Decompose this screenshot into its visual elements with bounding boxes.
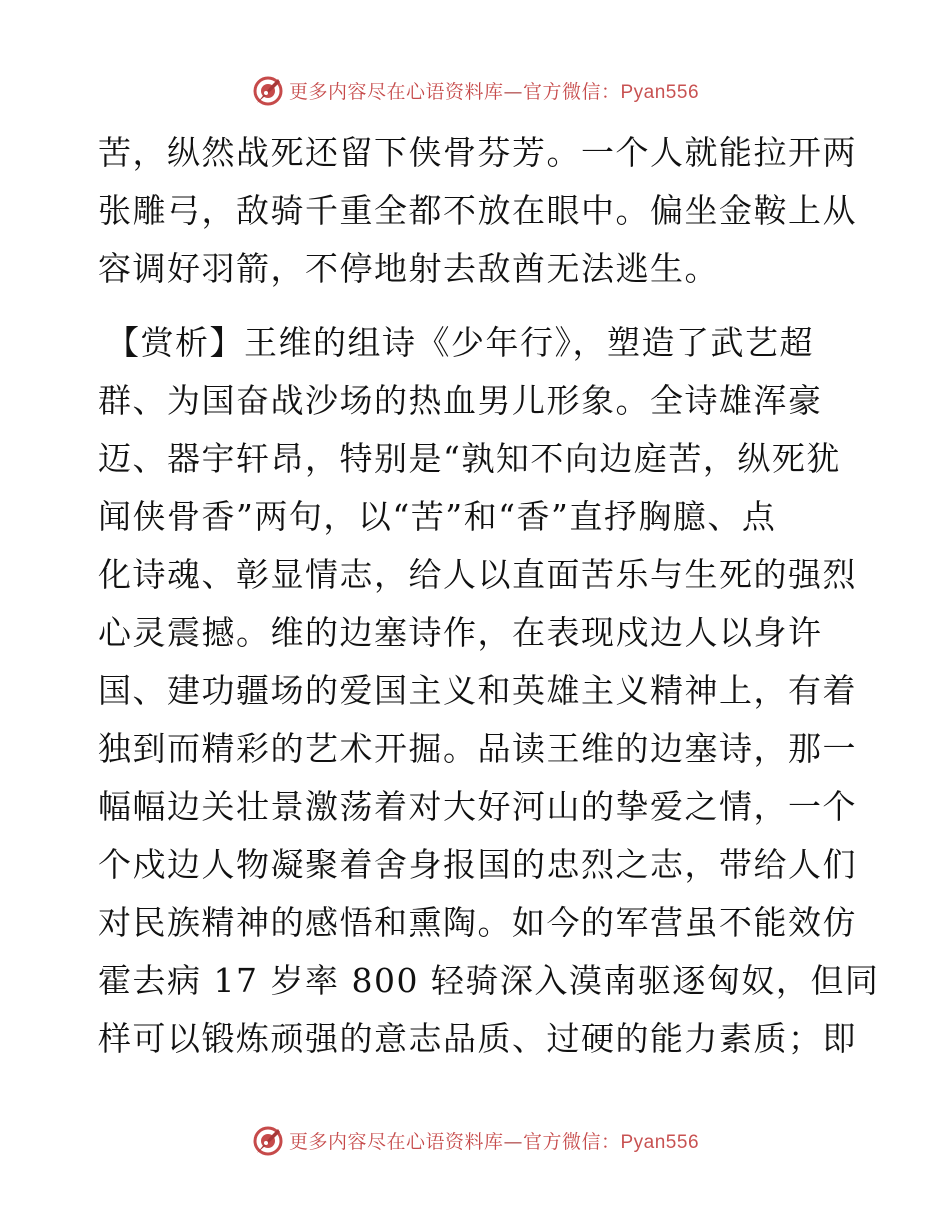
text-line: 【赏析】王维的组诗《少年行》，塑造了武艺超: [106, 323, 814, 362]
paragraph-translation: [98, 124, 858, 298]
text-line: 个戍边人物凝聚着舍身报国的忠烈之志，带给人们: [98, 845, 857, 884]
banner-dash: —: [503, 1130, 523, 1153]
text-line: 张雕弓，敌骑千重全都不放在眼中。偏坐金鞍上从: [98, 191, 857, 230]
banner-main-text: 更多内容尽在心语资料库: [288, 80, 504, 103]
banner-text: [289, 77, 699, 104]
text-line: 苦，纵然战死还留下侠骨芬芳。一个人就能拉开两: [98, 133, 857, 172]
text-line: 霍去病 17 岁率 800 轻骑深入漠南驱逐匈奴，但同: [98, 961, 880, 1000]
banner-official-label: 官方微信：: [522, 1130, 621, 1153]
pen-nib-circle-logo-icon: [251, 1123, 285, 1157]
banner-wechat-handle: Pyan556: [620, 1131, 700, 1153]
banner-official-label: 官方微信：: [522, 80, 621, 103]
header-banner: [0, 70, 950, 110]
banner-main-text: 更多内容尽在心语资料库: [288, 1130, 504, 1153]
paragraph-appreciation: [98, 314, 880, 1068]
banner-text: [289, 1127, 699, 1154]
text-line: 幅幅边关壮景激荡着对大好河山的挚爱之情，一个: [98, 787, 857, 826]
text-line: 对民族精神的感悟和熏陶。如今的军营虽不能效仿: [98, 903, 857, 942]
banner-dash: —: [503, 80, 523, 103]
text-line: 心灵震撼。维的边塞诗作，在表现戍边人以身许: [98, 613, 823, 652]
banner-wechat-handle: Pyan556: [620, 81, 700, 103]
text-line: 化诗魂、彰显情志，给人以直面苦乐与生死的强烈: [98, 555, 857, 594]
text-line: 闻侠骨香”两句，以“苦”和“香”直抒胸臆、点: [98, 497, 777, 536]
footer-banner: [0, 1120, 950, 1160]
text-line: 样可以锻炼顽强的意志品质、过硬的能力素质；即: [98, 1019, 857, 1058]
document-body: [98, 124, 880, 1068]
text-line: 迈、器宇轩昂，特别是“孰知不向边庭苦，纵死犹: [98, 439, 841, 478]
text-line: 独到而精彩的艺术开掘。品读王维的边塞诗，那一: [98, 729, 857, 768]
text-line: 国、建功疆场的爱国主义和英雄主义精神上，有着: [98, 671, 857, 710]
text-line: 群、为国奋战沙场的热血男儿形象。全诗雄浑豪: [98, 381, 823, 420]
pen-nib-circle-logo-icon: [251, 73, 285, 107]
text-line: 容调好羽箭，不停地射去敌酋无法逃生。: [98, 249, 719, 288]
